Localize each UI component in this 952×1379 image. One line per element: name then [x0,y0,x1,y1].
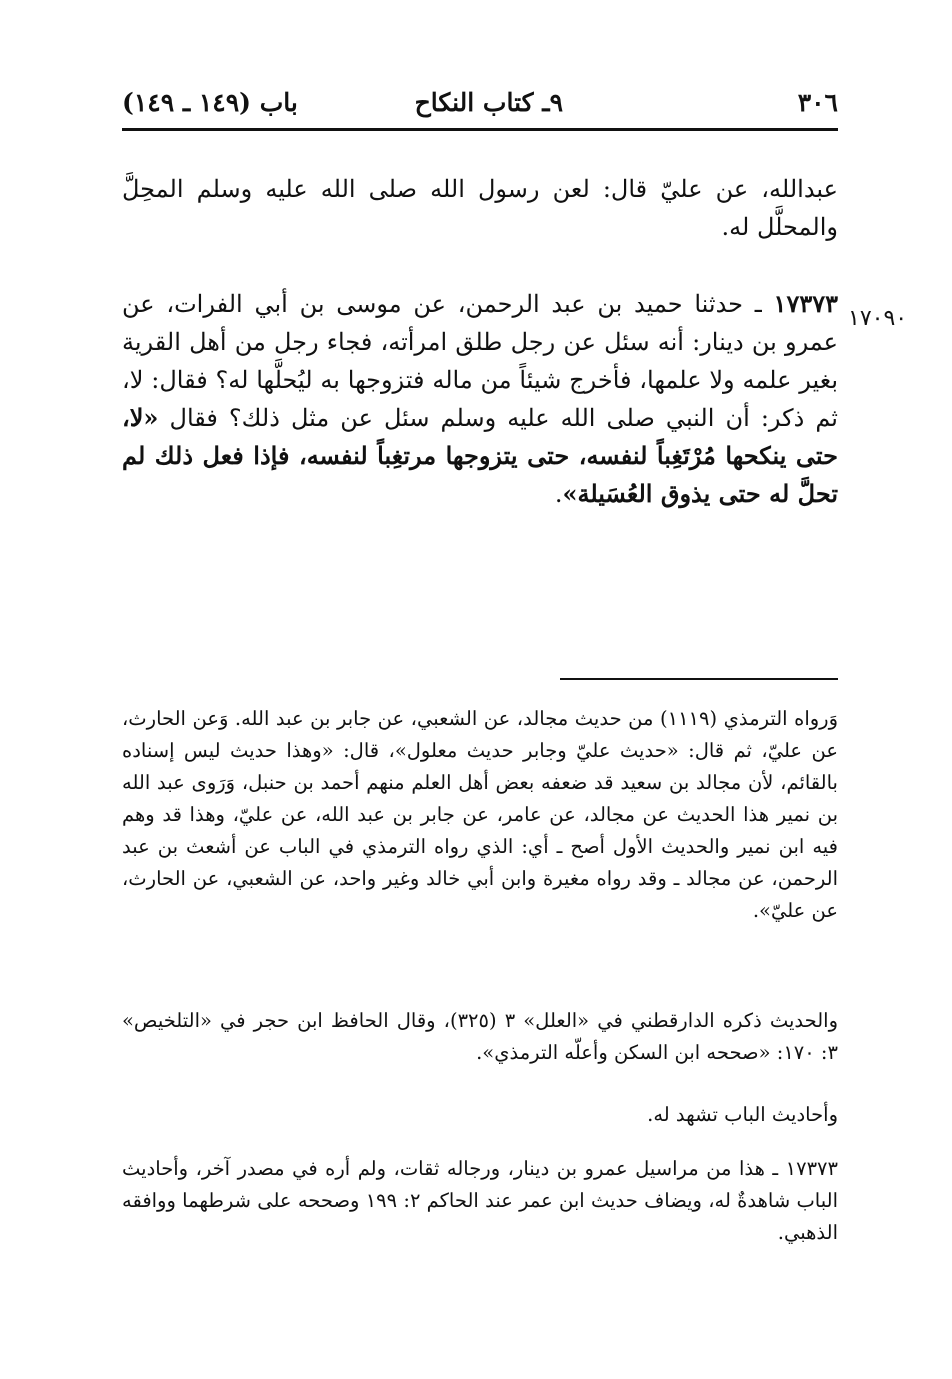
book-title: ٩ـ كتاب النكاح [414,88,563,117]
margin-number: ١٧٠٩٠ [848,306,908,331]
hadith-end: . [554,480,563,508]
page-number: ٣٠٦ [797,88,838,117]
footnote-1: وَرواه الترمذي (١١١٩) من حديث مجالد، عن الشعبي، عن جابر بن عبد الله. وَعن الحارث، عن عليّ، ثم قال: «حديث عليّ وجابر حديث معلول»، قال: «وهذا حديث ليس إسناده بالقائم، لأن مجالد بن سعيد قد ضعفه بعض أهل العلم منهم أحمد بن حنبل، وَرَوى عبد الله بن نمير هذا الحديث عن مجالد، عن عامر، عن جابر بن عبد الله، عن عليّ، وهذا قد وهم فيه ابن نمير والحديث الأول أصح ـ أي: الذي رواه الترمذي في الباب عن أشعث بن عبد الرحمن، عن مجالد ـ وقد رواه مغيرة وابن أبي خالد وغير واحد، عن الشعبي، عن الحارث، عن عليّ». [122,707,838,922]
hadith-narration: ـ حدثنا حميد بن عبد الرحمن، عن موسى بن أبي الفرات، عن عمرو بن دينار: أنه سئل عن رجل طلق امرأته، فجاء رجل من أهل القرية بغير علمه ولا علمها، فأخرج شيئاً من ماله فتزوجها به ليُحلَّها له؟ فقال: لا، ثم ذكر: أن النبي صلى الله عليه وسلم سئل عن مثل ذلك؟ فقال [122,290,839,432]
footnote-4: ١٧٣٧٣ ـ هذا من مراسيل عمرو بن دينار، ورجاله ثقات، ولم أره في مصدر آخر، وأحاديث الباب شاهدةٌ له، ويضاف حديث ابن عمر عند الحاكم ٢: ١٩٩ وصححه على شرطهما ووافقه الذهبي. [122,1157,838,1244]
footnote-separator [560,678,838,680]
hadith-paragraph [122,285,838,513]
running-header [122,86,838,126]
footnote-2: والحديث ذكره الدارقطني في «العلل» ٣ (٣٢٥)، وقال الحافظ ابن حجر في «التلخيص» ٣: ١٧٠: «صححه ابن السكن وأعلّه الترمذي». [122,1009,839,1064]
header-rule [122,128,838,131]
body-paragraph-1: عبدالله، عن عليّ قال: لعن رسول الله صلى الله عليه وسلم المحِلَّ والمحلَّل له. [122,175,838,241]
chapter-label: باب (١٤٩ ـ ١٤٩) [122,88,298,117]
footnote-3: وأحاديث الباب تشهد له. [647,1103,838,1126]
hadith-number: ١٧٣٧٣ [773,289,838,318]
hadith-quote: «لا، حتى ينكحها مُرْتَغِباً لنفسه، حتى يتزوجها مرتغِباً لنفسه، فإذا فعل ذلك لم تحلَّ له حتى يذوق العُسَيلة» [122,403,838,508]
